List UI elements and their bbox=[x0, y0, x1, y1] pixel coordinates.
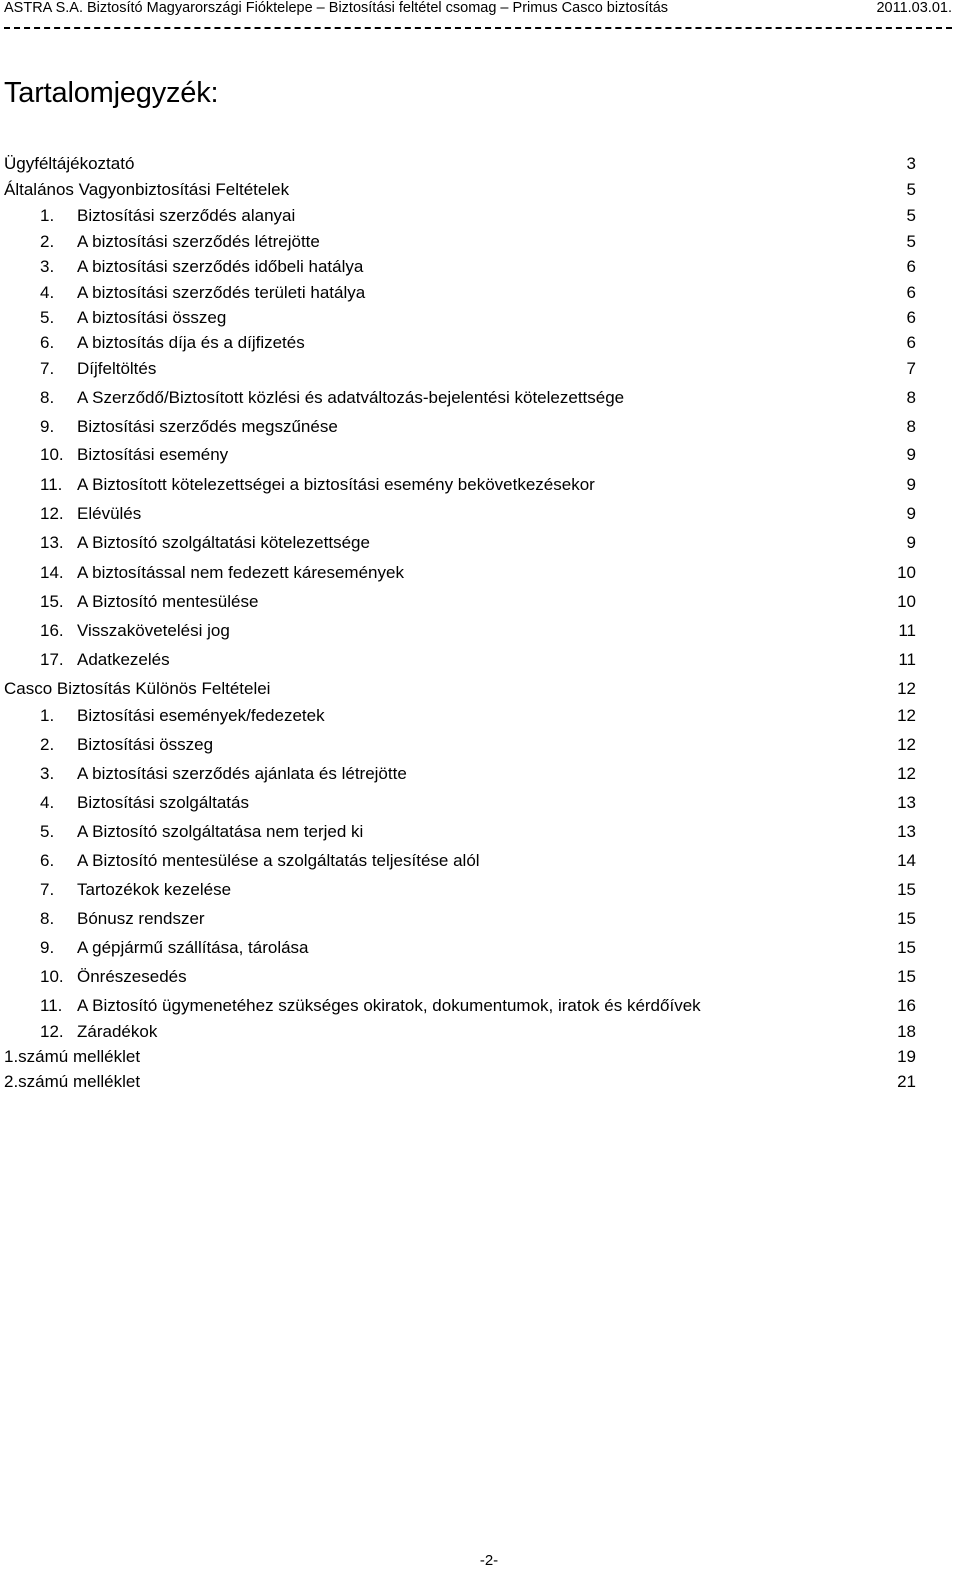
toc-entry-number: 12. bbox=[40, 1022, 64, 1041]
toc-entry[interactable] bbox=[4, 590, 916, 614]
toc-entry-page: 13 bbox=[897, 793, 916, 812]
toc-entry-page: 9 bbox=[906, 445, 916, 464]
toc-entry-number: 14. bbox=[40, 563, 64, 582]
toc-entry[interactable] bbox=[4, 281, 916, 305]
toc-entry-number: 1. bbox=[40, 706, 55, 725]
toc-entry-number: 2. bbox=[40, 735, 55, 754]
toc-entry-label: Adatkezelés bbox=[77, 650, 170, 669]
toc-entry-page: 15 bbox=[897, 967, 916, 986]
toc-entry[interactable] bbox=[4, 415, 916, 439]
toc-entry-label: Bónusz rendszer bbox=[77, 909, 205, 928]
toc-entry-label: 2.számú melléklet bbox=[4, 1072, 141, 1091]
toc-entry-label: 1.számú melléklet bbox=[4, 1047, 141, 1066]
toc-entry-page: 10 bbox=[897, 592, 916, 611]
toc-entry[interactable] bbox=[4, 443, 916, 467]
toc-entry-number: 16. bbox=[40, 621, 64, 640]
toc-entry-number: 3. bbox=[40, 764, 55, 783]
toc-entry-label: Önrészesedés bbox=[77, 967, 187, 986]
toc-title: Tartalomjegyzék: bbox=[4, 77, 219, 109]
toc-entry[interactable] bbox=[4, 936, 916, 960]
toc-entry[interactable] bbox=[4, 561, 916, 585]
toc-entry-number: 9. bbox=[40, 938, 55, 957]
toc-entry[interactable] bbox=[4, 306, 916, 330]
toc-entry-number: 11. bbox=[40, 475, 63, 494]
toc-entry-page: 3 bbox=[906, 154, 916, 173]
toc-entry-number: 15. bbox=[40, 592, 64, 611]
toc-entry[interactable] bbox=[4, 230, 916, 254]
toc-entry[interactable] bbox=[4, 1045, 916, 1069]
toc-entry-page: 12 bbox=[897, 706, 916, 725]
toc-entry-page: 14 bbox=[897, 851, 916, 870]
toc-entry-number: 10. bbox=[40, 445, 64, 464]
toc-entry[interactable] bbox=[4, 619, 916, 643]
toc-entry-page: 5 bbox=[906, 232, 916, 251]
toc-entry-number: 1. bbox=[40, 206, 55, 225]
toc-entry-page: 16 bbox=[897, 996, 916, 1015]
toc-entry[interactable] bbox=[4, 762, 916, 786]
toc-entry-number: 2. bbox=[40, 232, 55, 251]
toc-entry-label: Biztosítási szerződés megszűnése bbox=[77, 417, 338, 436]
toc-entry-label: A biztosítási szerződés ajánlata és létrejötte bbox=[77, 764, 407, 783]
toc-entry-label: Biztosítási események/fedezetek bbox=[77, 706, 325, 725]
toc-entry[interactable] bbox=[4, 152, 916, 176]
footer-page-number: -2- bbox=[479, 1552, 499, 1569]
toc-entry-page: 9 bbox=[906, 533, 916, 552]
toc-entry[interactable] bbox=[4, 1070, 916, 1094]
toc-entry-number: 5. bbox=[40, 822, 55, 841]
toc-entry-label: A Biztosított kötelezettségei a biztosítási esemény bekövetkezésekor bbox=[77, 475, 595, 494]
toc-entry-label: Biztosítási szerződés alanyai bbox=[77, 206, 296, 225]
toc-entry-label: A biztosítás díja és a díjfizetés bbox=[77, 333, 305, 352]
toc-entry-page: 18 bbox=[897, 1022, 916, 1041]
toc-entry[interactable] bbox=[4, 791, 916, 815]
toc-entry-number: 6. bbox=[40, 851, 55, 870]
toc-entry-label: A biztosítással nem fedezett káresemények bbox=[77, 563, 404, 582]
toc-entry-page: 15 bbox=[897, 880, 916, 899]
toc-entry-label: A Biztosító szolgáltatási kötelezettsége bbox=[77, 533, 370, 552]
toc-entry-number: 7. bbox=[40, 359, 55, 378]
toc-entry-number: 7. bbox=[40, 880, 55, 899]
toc-entry-number: 3. bbox=[40, 257, 55, 276]
toc-entry-page: 8 bbox=[906, 388, 916, 407]
toc-entry-page: 9 bbox=[906, 475, 916, 494]
toc-entry-page: 12 bbox=[897, 735, 916, 754]
toc-entry-label: Casco Biztosítás Különös Feltételei bbox=[4, 679, 271, 698]
toc-entry-page: 15 bbox=[897, 909, 916, 928]
toc-entry-label: Biztosítási szolgáltatás bbox=[77, 793, 249, 812]
toc-entry-label: A Biztosító mentesülése bbox=[77, 592, 259, 611]
toc-entry-label: A Biztosító szolgáltatása nem terjed ki bbox=[77, 822, 364, 841]
toc-entry-page: 11 bbox=[898, 621, 916, 640]
toc-entry-page: 6 bbox=[906, 283, 916, 302]
toc-entry[interactable] bbox=[4, 1020, 916, 1044]
toc-entry-page: 7 bbox=[906, 359, 916, 378]
toc-entry[interactable] bbox=[4, 849, 916, 873]
toc-entry[interactable] bbox=[4, 965, 916, 989]
toc-entry-number: 8. bbox=[40, 909, 55, 928]
toc-entry[interactable] bbox=[4, 907, 916, 931]
toc-entry-number: 4. bbox=[40, 283, 55, 302]
toc-entry-number: 9. bbox=[40, 417, 55, 436]
toc-entry-page: 6 bbox=[906, 333, 916, 352]
toc-entry-label: Díjfeltöltés bbox=[77, 359, 157, 378]
toc-entry-page: 13 bbox=[897, 822, 916, 841]
toc-entry-label: A biztosítási szerződés időbeli hatálya bbox=[77, 257, 364, 276]
toc-entry-label: A biztosítási szerződés területi hatálya bbox=[77, 283, 366, 302]
toc-entry[interactable] bbox=[4, 473, 916, 497]
toc-entry-number: 17. bbox=[40, 650, 64, 669]
toc-entry-page: 8 bbox=[906, 417, 916, 436]
toc-entry-number: 4. bbox=[40, 793, 55, 812]
toc-entry-number: 12. bbox=[40, 504, 64, 523]
toc-entry-page: 12 bbox=[897, 764, 916, 783]
toc-entry[interactable] bbox=[4, 994, 916, 1018]
toc-entry-number: 6. bbox=[40, 333, 55, 352]
toc-entry-label: Biztosítási összeg bbox=[77, 735, 214, 754]
toc-entry-label: Záradékok bbox=[77, 1022, 158, 1041]
toc-entry[interactable] bbox=[4, 386, 916, 410]
table-of-contents bbox=[4, 0, 916, 1592]
toc-entry-page: 11 bbox=[898, 650, 916, 669]
toc-entry-label: A biztosítási szerződés létrejötte bbox=[77, 232, 320, 251]
toc-entry[interactable] bbox=[4, 204, 916, 228]
toc-entry-label: A biztosítási összeg bbox=[77, 308, 227, 327]
toc-entry[interactable] bbox=[4, 357, 916, 381]
toc-entry-page: 5 bbox=[906, 206, 916, 225]
toc-entry-page: 9 bbox=[906, 504, 916, 523]
toc-entry-number: 8. bbox=[40, 388, 55, 407]
toc-entry-number: 5. bbox=[40, 308, 55, 327]
toc-entry[interactable] bbox=[4, 820, 916, 844]
toc-entry[interactable] bbox=[4, 677, 916, 701]
toc-entry-label: Ügyféltájékoztató bbox=[4, 154, 135, 173]
toc-entry-label: A Biztosító mentesülése a szolgáltatás teljesítése alól bbox=[77, 851, 480, 870]
toc-entry-page: 10 bbox=[897, 563, 916, 582]
toc-entry[interactable] bbox=[4, 878, 916, 902]
toc-entry-label: A Biztosító ügymenetéhez szükséges okiratok, dokumentumok, iratok és kérdőívek bbox=[77, 996, 701, 1015]
toc-entry-label: Elévülés bbox=[77, 504, 142, 523]
header-document-title: ASTRA S.A. Biztosító Magyarországi Fióktelepe – Biztosítási feltétel csomag – Primus Casco biztosítás bbox=[4, 0, 669, 16]
toc-entry-page: 21 bbox=[897, 1072, 916, 1091]
toc-entry[interactable] bbox=[4, 531, 916, 555]
toc-entry-label: Biztosítási esemény bbox=[77, 445, 229, 464]
toc-entry-label: Visszakövetelési jog bbox=[77, 621, 230, 640]
toc-entry[interactable] bbox=[4, 255, 916, 279]
toc-entry-page: 12 bbox=[897, 679, 916, 698]
toc-entry-label: A gépjármű szállítása, tárolása bbox=[77, 938, 309, 957]
toc-entry-number: 13. bbox=[40, 533, 64, 552]
toc-entry-page: 6 bbox=[906, 257, 916, 276]
toc-entry-page: 15 bbox=[897, 938, 916, 957]
toc-entry-page: 19 bbox=[897, 1047, 916, 1066]
toc-entry-page: 6 bbox=[906, 308, 916, 327]
toc-entry-label: Általános Vagyonbiztosítási Feltételek bbox=[4, 180, 290, 199]
toc-entry[interactable] bbox=[4, 704, 916, 728]
toc-entry[interactable] bbox=[4, 648, 916, 672]
toc-entry-label: Tartozékok kezelése bbox=[77, 880, 232, 899]
header-date: 2011.03.01. bbox=[876, 0, 952, 16]
toc-entry-page: 5 bbox=[906, 180, 916, 199]
toc-entry-number: 11. bbox=[40, 996, 63, 1015]
toc-entry-number: 10. bbox=[40, 967, 64, 986]
toc-entry-label: A Szerződő/Biztosított közlési és adatváltozás-bejelentési kötelezettsége bbox=[77, 388, 625, 407]
toc-entry[interactable] bbox=[4, 502, 916, 526]
toc-entry[interactable] bbox=[4, 331, 916, 355]
toc-entry[interactable] bbox=[4, 178, 916, 202]
toc-entry[interactable] bbox=[4, 733, 916, 757]
